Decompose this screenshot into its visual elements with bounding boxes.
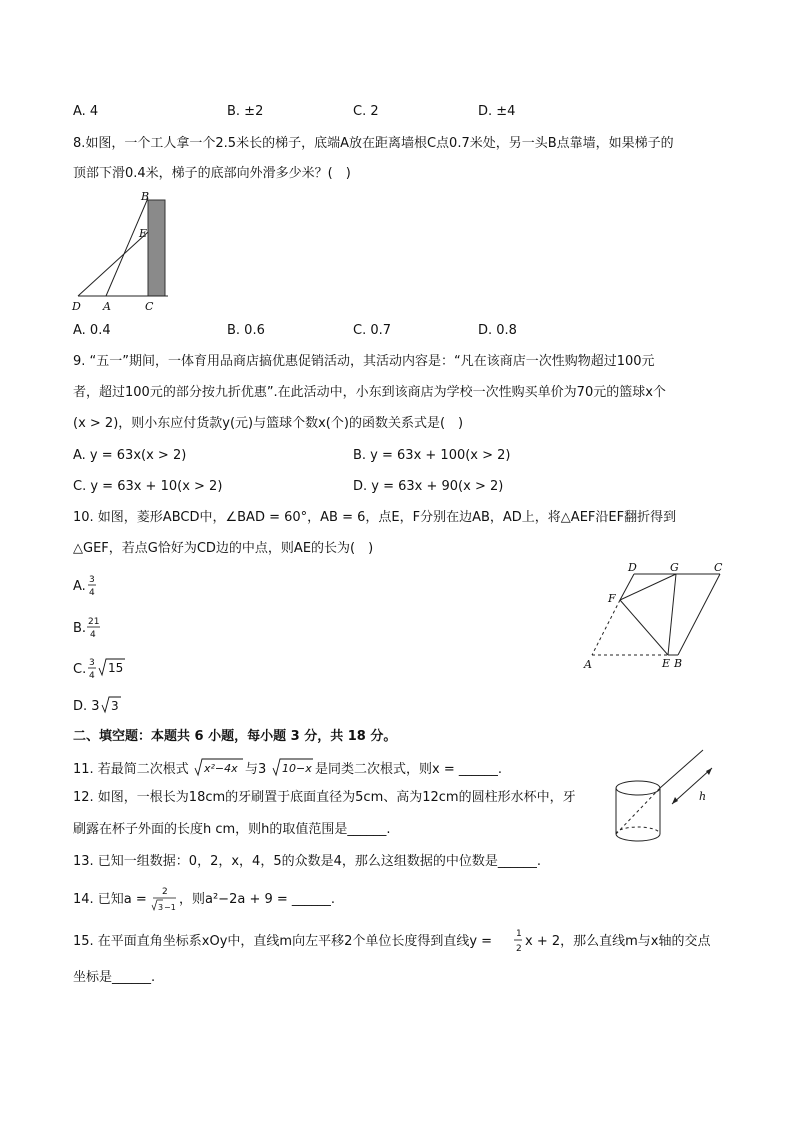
q10-option-a	[73, 572, 113, 600]
cup-top	[616, 781, 660, 795]
option-b-num: 21	[88, 617, 100, 627]
q14-stem	[73, 880, 373, 916]
label-d: D	[628, 561, 637, 574]
q15-num: 1	[516, 929, 522, 939]
section-2-label: 二、填空题：	[73, 729, 152, 744]
q14-den-root: 3	[158, 903, 164, 912]
q15-post: x + 2，那么直线m与x轴的交点	[525, 934, 711, 949]
q10-rhombus-figure	[578, 560, 728, 675]
q8-stem-line2: 顶部下滑0.4米，梯子的底部向外滑多少米？( )	[73, 166, 351, 181]
q10-option-b	[73, 614, 113, 642]
label-g: G	[670, 561, 679, 574]
q14-den-tail: −1	[164, 903, 176, 912]
q10-option-d	[73, 694, 133, 718]
q9-option-b: B. y = 63x + 100(x > 2)	[353, 448, 511, 463]
fold-ge	[668, 574, 676, 655]
cup-bottom-back	[616, 827, 660, 834]
option-c-den: 4	[89, 671, 95, 681]
section-2-heading	[73, 727, 396, 747]
q10-stem-line1: 10. 如图，菱形ABCD中，∠BAD = 60°，AB = 6，点E，F分别在边AB，AD上，将△AEF沿EF翻折得到	[73, 510, 677, 525]
q9-option-c: C. y = 63x + 10(x > 2)	[73, 479, 223, 494]
q8-option-a: A. 0.4	[73, 323, 111, 338]
q8-option-b: B. 0.6	[227, 323, 265, 338]
q9-option-d: D. y = 63x + 90(x > 2)	[353, 479, 504, 494]
q10-stem-line2: △GEF，若点G恰好为CD边的中点，则AE的长为( )	[73, 541, 374, 556]
q15-stem-line2: 坐标是______.	[73, 970, 156, 985]
label-e: E	[139, 227, 148, 240]
q12-stem-line2: 刷露在杯子外面的长度h cm，则h的取值范围是______.	[73, 822, 391, 837]
q15-stem-line1	[73, 925, 723, 959]
label-d: D	[72, 300, 81, 313]
side-cb	[678, 574, 720, 655]
q7-option-b: B. ±2	[227, 104, 264, 119]
q14-pre: 14. 已知a =	[73, 892, 147, 907]
option-c-root: 15	[108, 661, 124, 675]
q10-option-c	[73, 655, 143, 683]
q9-stem-line3: (x > 2)，则小东应付货款y(元)与篮球个数x(个)的函数关系式是( )	[73, 416, 464, 431]
q9-option-a: A. y = 63x(x > 2)	[73, 448, 187, 463]
option-a-prefix: A.	[73, 579, 86, 594]
q7-option-d: D. ±4	[478, 104, 516, 119]
option-b-den: 4	[90, 630, 96, 640]
q12-cup-figure	[608, 746, 723, 846]
fold-fg	[620, 574, 676, 600]
q15-pre: 15. 在平面直角坐标系xOy中，直线m向左平移2个单位长度得到直线y =	[73, 934, 493, 949]
q8-option-c: C. 0.7	[353, 323, 392, 338]
fold-af	[592, 600, 620, 655]
label-b: B	[674, 657, 683, 670]
ladder-original	[106, 198, 148, 296]
section-2-text: 本题共 6 小题，每小题 3 分，共 18 分。	[151, 729, 397, 744]
q9-stem-line1: 9. “五一”期间，一体育用品商店搞优惠促销活动，其活动内容是：“凡在该商店一次性购物超过100元	[73, 354, 655, 369]
option-c-num: 3	[89, 658, 95, 668]
wall-shape	[148, 200, 165, 296]
option-d-prefix: D. 3	[73, 699, 100, 714]
q15-den: 2	[516, 944, 522, 954]
q14-post: ，则a²−2a + 9 = ______.	[179, 892, 336, 907]
ladder-slid	[78, 232, 148, 296]
option-a-num: 3	[89, 575, 95, 585]
q11-post: 是同类二次根式，则x = ______.	[315, 762, 502, 777]
q11-stem	[73, 756, 533, 780]
label-h: h	[699, 790, 707, 803]
q8-stem-line1: 8.如图，一个工人拿一个2.5米长的梯子，底端A放在距离墙根C点0.7米处，另一头B点靠墙，如果梯子的	[73, 136, 674, 151]
q11-mid: 与3	[245, 762, 267, 777]
label-a: A	[103, 300, 111, 313]
option-a-den: 4	[89, 588, 95, 598]
option-b-prefix: B.	[73, 621, 87, 636]
q11-rad1: x²−4x	[204, 762, 238, 775]
cup-bottom-front	[616, 834, 660, 841]
q8-ladder-figure	[68, 190, 178, 315]
label-f: F	[608, 592, 616, 605]
label-b: B	[141, 190, 150, 203]
q11-rad2: 10−x	[282, 762, 312, 775]
option-d-root: 3	[111, 699, 119, 713]
option-c-prefix: C.	[73, 662, 87, 677]
fold-fe	[620, 600, 668, 655]
label-e: E	[662, 657, 671, 670]
q13-stem: 13. 已知一组数据：0，2，x，4，5的众数是4，那么这组数据的中位数是______.	[73, 854, 541, 869]
label-a: A	[584, 658, 592, 671]
q12-stem-line1: 12. 如图，一根长为18cm的牙刷置于底面直径为5cm、高为12cm的圆柱形水杯中，牙	[73, 790, 576, 805]
q7-option-a: A. 4	[73, 104, 99, 119]
q8-option-d: D. 0.8	[478, 323, 517, 338]
q9-stem-line2: 者，超过100元的部分按九折优惠”.在此活动中，小东到该商店为学校一次性购买单价为70元的篮球x个	[73, 385, 666, 400]
q11-pre: 11. 若最简二次根式	[73, 762, 189, 777]
label-c: C	[145, 300, 154, 313]
side-df	[620, 574, 634, 600]
q14-num: 2	[162, 887, 168, 897]
q7-option-c: C. 2	[353, 104, 379, 119]
label-c: C	[714, 561, 723, 574]
